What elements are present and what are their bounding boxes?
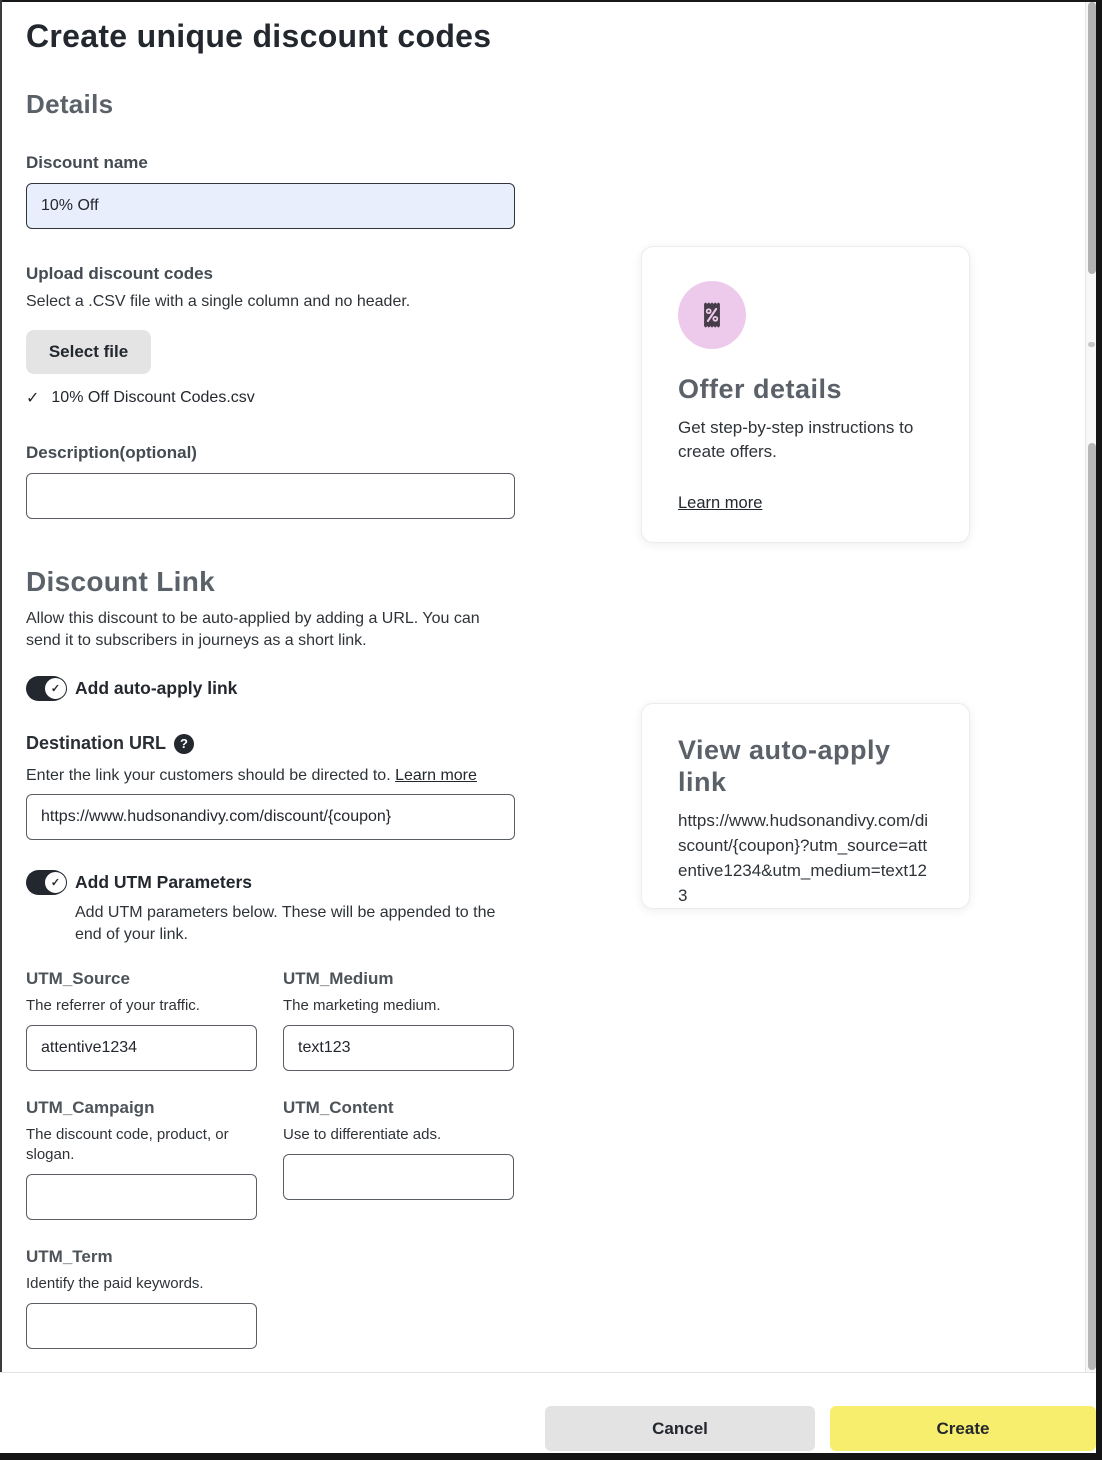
utm-source-group — [26, 968, 257, 1071]
utm-term-input[interactable] — [26, 1303, 257, 1349]
window-bottom-edge — [0, 1453, 1102, 1460]
utm-campaign-input[interactable] — [26, 1174, 257, 1220]
cancel-button[interactable]: Cancel — [545, 1406, 815, 1451]
discount-name-label: Discount name — [26, 153, 148, 172]
discount-name-input[interactable] — [26, 183, 515, 229]
offer-details-card — [641, 246, 970, 543]
view-auto-apply-card — [641, 703, 970, 909]
uploaded-file-row — [26, 388, 515, 408]
offer-learn-more-link[interactable]: Learn more — [678, 494, 763, 512]
utm-content-input[interactable] — [283, 1154, 514, 1200]
inner-scrollbar-track[interactable] — [1085, 0, 1096, 1372]
upload-label: Upload discount codes — [26, 264, 214, 283]
utm-content-group — [283, 1097, 514, 1220]
select-file-button[interactable]: Select file — [26, 330, 151, 374]
utm-source-label: UTM_Source — [26, 969, 130, 988]
auto-apply-toggle-label: Add auto-apply link — [75, 678, 238, 698]
percent-ticket-icon — [693, 296, 731, 334]
form-column — [26, 0, 515, 1349]
destination-url-helper — [26, 766, 515, 786]
utm-content-helper: Use to differentiate ads. — [283, 1126, 442, 1143]
offer-details-body: Get step-by-step instructions to create offers. — [678, 418, 914, 461]
discount-link-heading: Discount Link — [26, 566, 216, 597]
utm-toggle[interactable] — [26, 870, 66, 895]
details-heading: Details — [26, 89, 114, 119]
destination-url-input[interactable] — [26, 794, 515, 840]
auto-apply-toggle-row — [26, 676, 515, 701]
check-icon: ✓ — [26, 390, 40, 407]
utm-term-group — [26, 1246, 257, 1349]
destination-url-label: Destination URL — [26, 733, 167, 753]
utm-campaign-label: UTM_Campaign — [26, 1098, 155, 1117]
window-left-edge — [0, 0, 2, 1372]
outer-scrollbar-thumb[interactable] — [1088, 443, 1096, 1370]
utm-toggle-label: Add UTM Parameters — [75, 872, 252, 892]
description-label — [26, 442, 515, 463]
utm-toggle-texts — [75, 870, 515, 946]
utm-content-label: UTM_Content — [283, 1098, 394, 1117]
utm-medium-helper: The marketing medium. — [283, 997, 441, 1014]
footer-action-bar — [0, 1372, 1096, 1453]
utm-term-helper: Identify the paid keywords. — [26, 1275, 204, 1292]
description-input[interactable] — [26, 473, 515, 519]
utm-term-label: UTM_Term — [26, 1247, 113, 1266]
utm-fields-grid — [26, 968, 515, 1349]
utm-toggle-description: Add UTM parameters below. These will be appended to the end of your link. — [75, 904, 496, 943]
destination-url-helper-text: Enter the link your customers should be directed to. — [26, 767, 396, 784]
utm-source-helper: The referrer of your traffic. — [26, 997, 200, 1014]
create-button[interactable]: Create — [830, 1406, 1096, 1451]
utm-medium-input[interactable] — [283, 1025, 514, 1071]
toggle-knob-check-icon: ✓ — [44, 871, 67, 894]
utm-medium-group — [283, 968, 514, 1071]
view-auto-apply-heading: View auto-apply link — [678, 735, 891, 797]
uploaded-file-name: 10% Off Discount Codes.csv — [51, 389, 255, 406]
window-top-edge — [0, 0, 1102, 2]
utm-campaign-helper: The discount code, product, or slogan. — [26, 1126, 229, 1163]
offer-details-heading: Offer details — [678, 374, 843, 404]
offer-icon-circle — [678, 281, 746, 349]
utm-toggle-row — [26, 870, 515, 946]
auto-apply-toggle[interactable] — [26, 676, 66, 701]
utm-campaign-group — [26, 1097, 257, 1220]
inner-scrollbar-thumb[interactable] — [1088, 2, 1096, 274]
window-right-edge — [1096, 0, 1102, 1460]
description-optional-text: (optional) — [119, 443, 197, 462]
destination-url-row — [26, 733, 515, 754]
auto-apply-url-text: https://www.hudsonandivy.com/discount/{coupon}?utm_source=attentive1234&utm_medium=text123 — [678, 811, 929, 905]
destination-learn-more-link[interactable]: Learn more — [395, 767, 477, 784]
discount-link-description: Allow this discount to be auto-applied by adding a URL. You can send it to subscribers in journeys as a short link. — [26, 610, 480, 649]
page-title: Create unique discount codes — [26, 18, 492, 54]
scrollbar-dash[interactable] — [1088, 342, 1095, 347]
upload-helper: Select a .CSV file with a single column and no header. — [26, 293, 411, 310]
utm-source-input[interactable] — [26, 1025, 257, 1071]
toggle-knob-check-icon: ✓ — [44, 677, 67, 700]
utm-medium-label: UTM_Medium — [283, 969, 394, 988]
help-icon[interactable]: ? — [174, 734, 194, 754]
description-label-text: Description — [26, 443, 120, 462]
